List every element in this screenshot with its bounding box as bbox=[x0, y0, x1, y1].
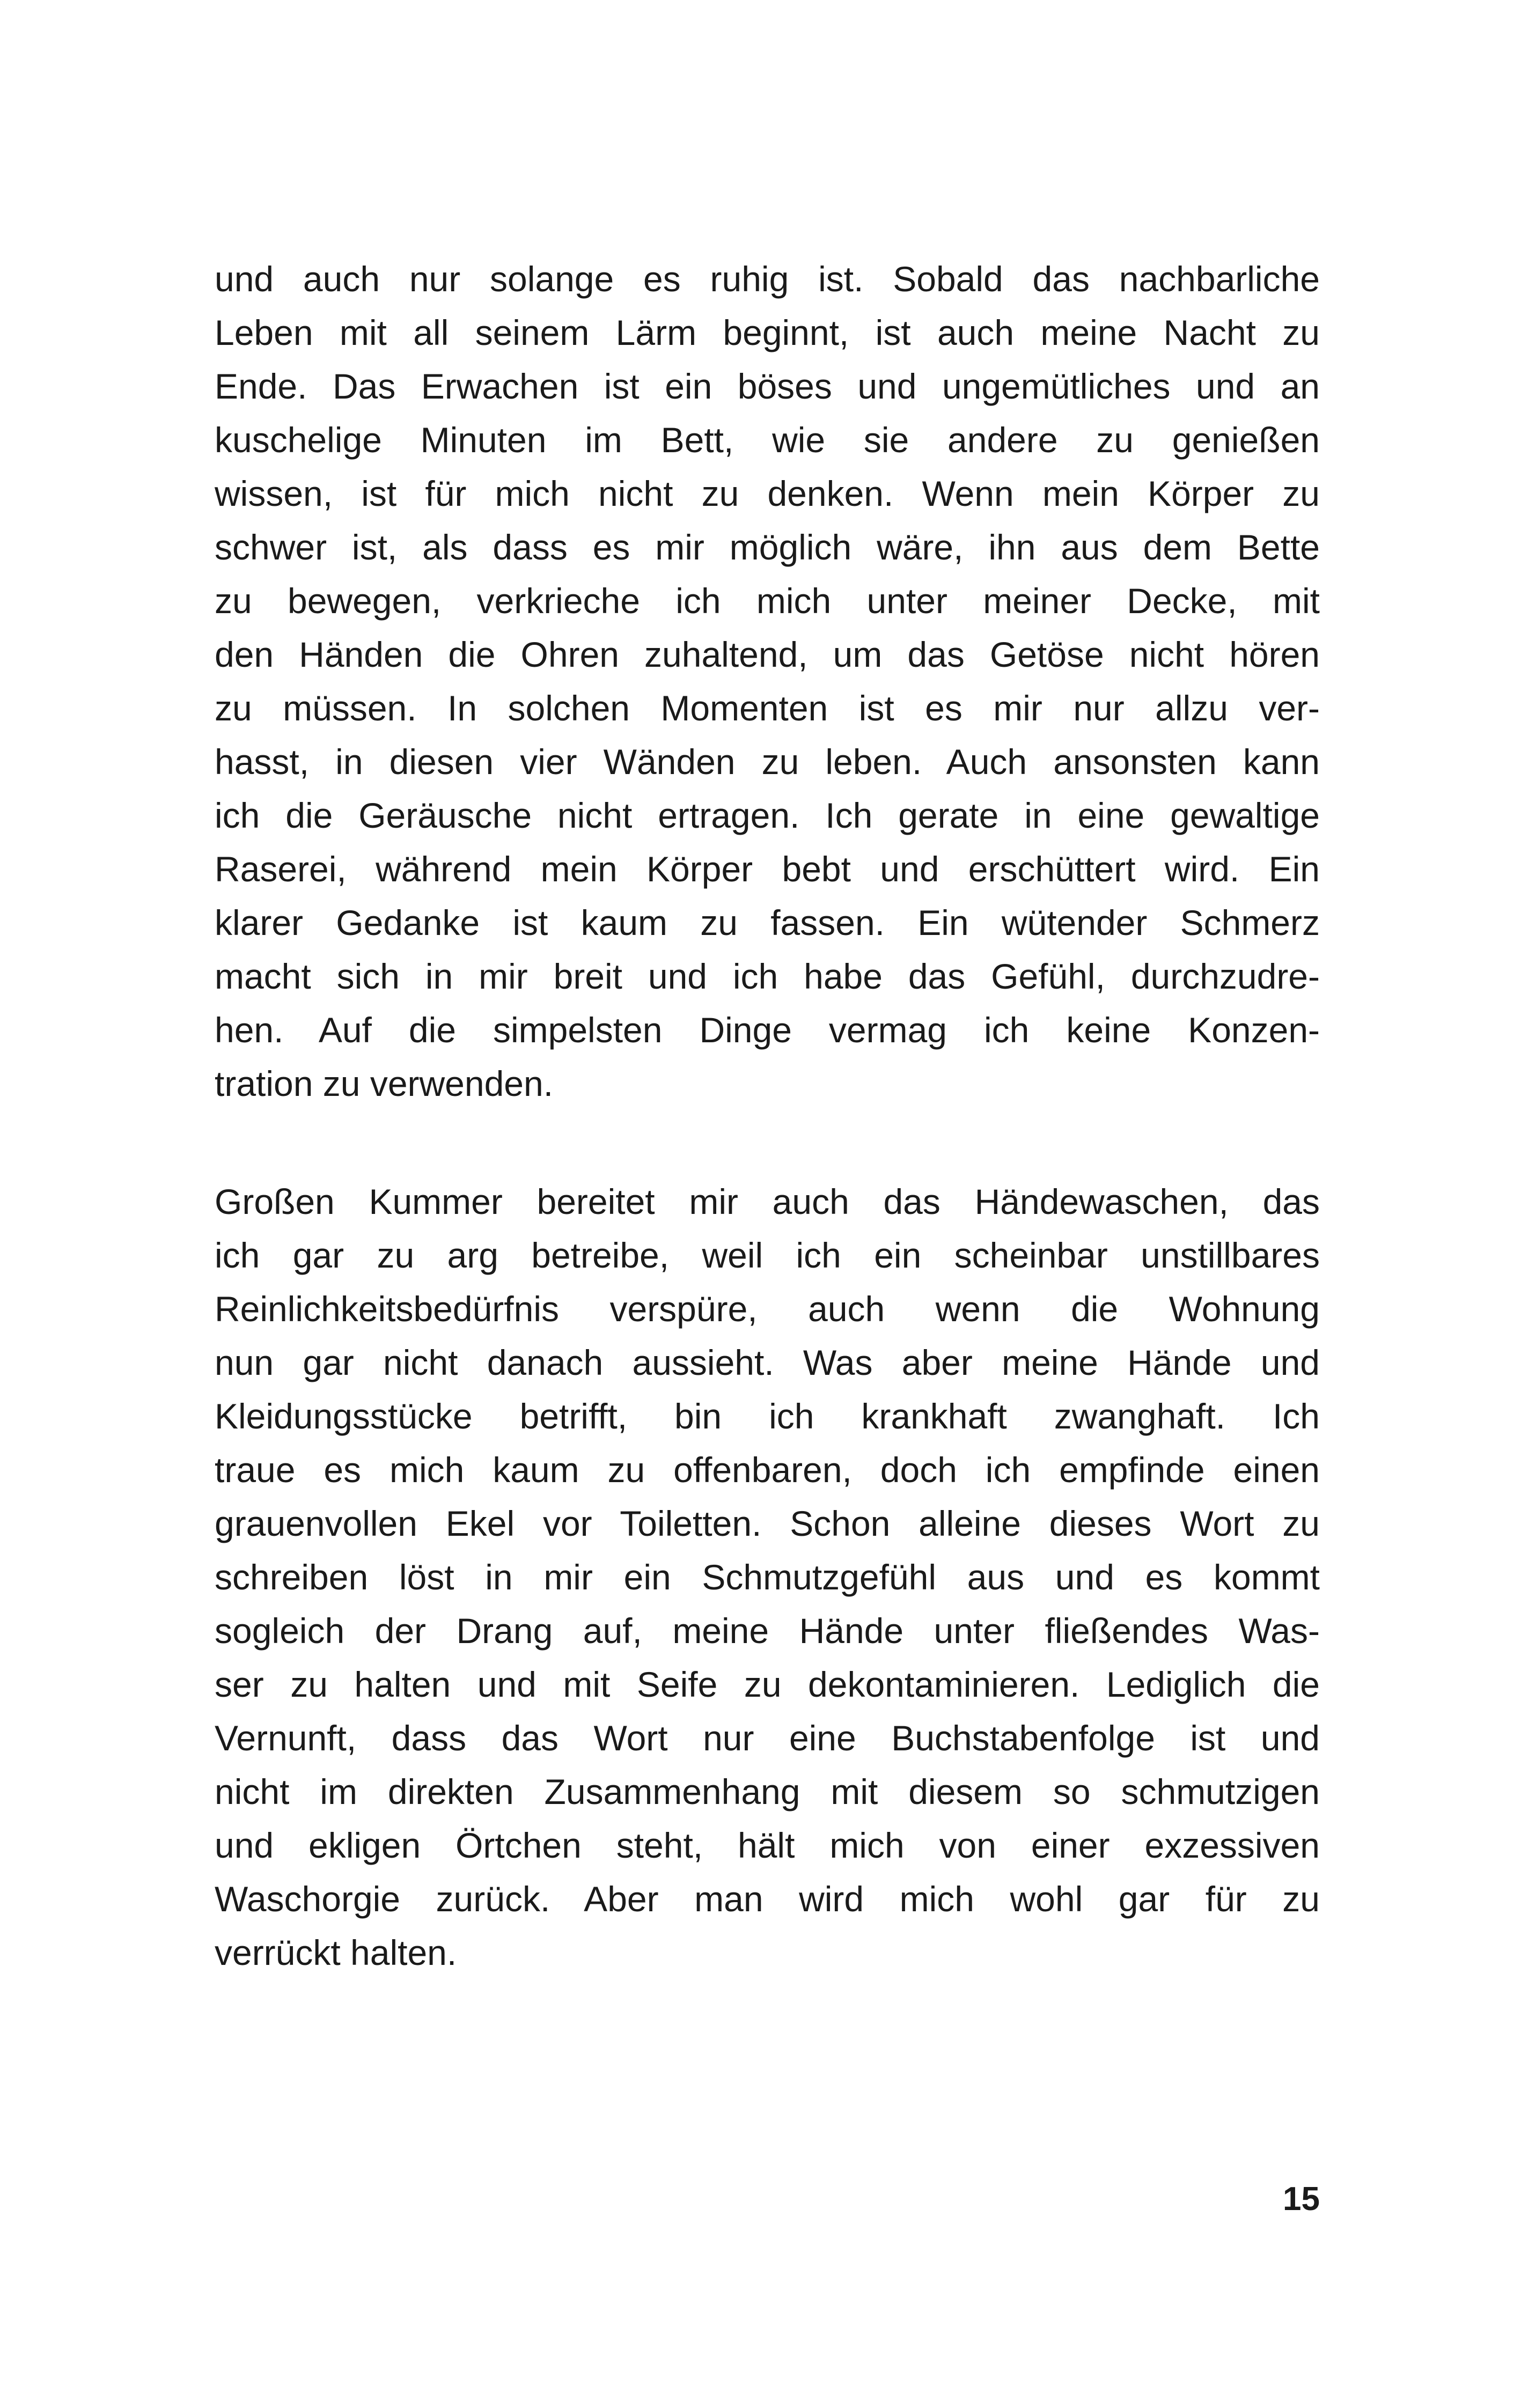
text-line: zu bewegen, verkrieche ich mich unter meiner Decke, mit bbox=[215, 581, 1320, 621]
text-line: Leben mit all seinem Lärm beginnt, ist auch meine Nacht zu bbox=[215, 313, 1320, 352]
text-line: schwer ist, als dass es mir möglich wäre, ihn aus dem Bette bbox=[215, 527, 1320, 567]
text-line: grauenvollen Ekel vor Toiletten. Schon alleine dieses Wort zu bbox=[215, 1504, 1320, 1543]
text-line: tration zu verwenden. bbox=[215, 1064, 554, 1103]
text-line: hasst, in diesen vier Wänden zu leben. Auch ansonsten kann bbox=[215, 742, 1320, 782]
text-line: nun gar nicht danach aussieht. Was aber meine Hände und bbox=[215, 1343, 1320, 1382]
text-line: zu müssen. In solchen Momenten ist es mir nur allzu ver- bbox=[215, 688, 1320, 728]
text-line: nicht im direkten Zusammenhang mit diesem so schmutzigen bbox=[215, 1772, 1320, 1811]
text-line: Reinlichkeitsbedürfnis verspüre, auch wenn die Wohnung bbox=[215, 1289, 1320, 1329]
text-line: Großen Kummer bereitet mir auch das Händewaschen, das bbox=[215, 1182, 1320, 1221]
text-line: und ekligen Örtchen steht, hält mich von einer exzessiven bbox=[215, 1825, 1320, 1865]
text-line: hen. Auf die simpelsten Dinge vermag ich keine Konzen- bbox=[215, 1010, 1320, 1050]
text-line: den Händen die Ohren zuhaltend, um das Getöse nicht hören bbox=[215, 635, 1320, 674]
text-line: ich gar zu arg betreibe, weil ich ein scheinbar unstillbares bbox=[215, 1235, 1320, 1275]
text-line: ich die Geräusche nicht ertragen. Ich gerate in eine gewaltige bbox=[215, 796, 1320, 835]
text-line: verrückt halten. bbox=[215, 1933, 457, 1972]
text-line: Kleidungsstücke betrifft, bin ich krankhaft zwanghaft. Ich bbox=[215, 1396, 1320, 1436]
page-number: 15 bbox=[1283, 2181, 1320, 2218]
text-line: sogleich der Drang auf, meine Hände unter fließendes Was- bbox=[215, 1611, 1320, 1651]
text-line: Waschorgie zurück. Aber man wird mich wohl gar für zu bbox=[215, 1879, 1320, 1919]
text-line: Raserei, während mein Körper bebt und erschüttert wird. Ein bbox=[215, 849, 1320, 889]
text-line: kuschelige Minuten im Bett, wie sie andere zu genießen bbox=[215, 420, 1320, 460]
paragraph-1 bbox=[215, 252, 1320, 1110]
text-line: Vernunft, dass das Wort nur eine Buchstabenfolge ist und bbox=[215, 1718, 1320, 1758]
text-line: klarer Gedanke ist kaum zu fassen. Ein wütender Schmerz bbox=[215, 903, 1320, 942]
text-line: Ende. Das Erwachen ist ein böses und ungemütliches und an bbox=[215, 366, 1320, 406]
text-line: macht sich in mir breit und ich habe das Gefühl, durchzudre- bbox=[215, 956, 1320, 996]
text-line: traue es mich kaum zu offenbaren, doch ich empfinde einen bbox=[215, 1450, 1320, 1490]
text-line: schreiben löst in mir ein Schmutzgefühl aus und es kommt bbox=[215, 1557, 1320, 1597]
paragraph-2 bbox=[215, 1175, 1320, 1979]
text-line: wissen, ist für mich nicht zu denken. Wenn mein Körper zu bbox=[215, 474, 1320, 513]
text-line: ser zu halten und mit Seife zu dekontaminieren. Lediglich die bbox=[215, 1665, 1320, 1704]
text-line: und auch nur solange es ruhig ist. Sobald das nachbarliche bbox=[215, 259, 1320, 299]
